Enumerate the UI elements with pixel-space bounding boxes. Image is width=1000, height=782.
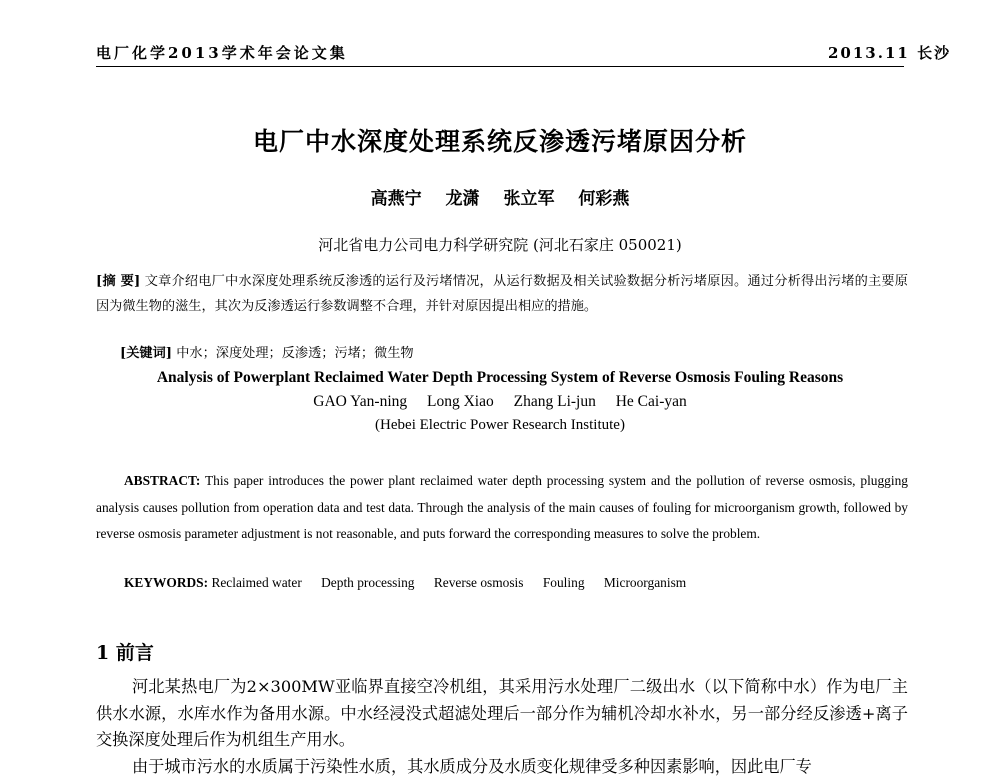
keywords-cn: [120, 342, 414, 361]
author: 何彩燕: [578, 189, 630, 209]
section-body: [96, 674, 908, 780]
author: 张立军: [503, 189, 555, 209]
header-divider: [96, 66, 904, 67]
abstract-label: [摘 要]: [96, 274, 141, 289]
keywords-en: [124, 575, 702, 591]
section-heading: 1 前言: [96, 642, 154, 664]
english-abstract-text: This paper introduces the power plant reclaimed water depth processing system and the pollution of reverse osmosis, plugging analysis causes pollution from operation data and test data. Through the analysis of the main causes of fouling for microorganism growth, followed by reverse osmosis parameter adjustment is not reasonable, and puts forward the corresponding measures to solve the problem.: [96, 473, 908, 541]
running-header-right: 2013.11 长沙: [828, 44, 952, 62]
english-keyword: Microorganism: [603, 575, 687, 590]
english-keyword: Reclaimed water: [211, 575, 302, 590]
english-author: GAO Yan-ning: [313, 393, 408, 410]
paragraph: 河北某热电厂为2×300MW亚临界直接空冷机组，其采用污水处理厂二级出水（以下简称中水）作为电厂主供水水源，水库水作为备用水源。中水经浸没式超滤处理后一部分作为辅机冷却水补水，另一部分经反渗透+离子交换深度处理后作为机组生产用水。: [96, 677, 908, 749]
english-title: Analysis of Powerplant Reclaimed Water Depth Processing System of Reverse Osmosis Fouling Reasons: [156, 369, 844, 386]
english-keyword: Fouling: [542, 575, 585, 590]
author: 高燕宁: [370, 189, 422, 209]
english-author: Zhang Li-jun: [513, 393, 596, 410]
english-keyword: Reverse osmosis: [433, 575, 524, 590]
english-keywords-label: KEYWORDS:: [124, 575, 209, 590]
english-abstract-label: ABSTRACT:: [124, 473, 201, 488]
paragraph: 由于城市污水的水质属于污染性水质，其水质成分及水质变化规律受多种因素影响，因此电厂专: [132, 756, 812, 776]
english-affiliation: (Hebei Electric Power Research Institute): [375, 417, 625, 433]
english-author: Long Xiao: [427, 393, 494, 410]
english-keyword: Depth processing: [321, 575, 415, 590]
abstract-cn: [96, 269, 908, 319]
keywords-text: 中水；深度处理；反渗透；污堵；微生物: [176, 346, 414, 361]
author-list: [0, 184, 1000, 209]
author: 龙潇: [445, 189, 480, 209]
english-author: He Cai-yan: [615, 393, 687, 410]
english-author-list: [0, 393, 1000, 411]
keywords-label: [关键词]: [120, 346, 173, 361]
paper-title: 电厂中水深度处理系统反渗透污堵原因分析: [252, 127, 747, 156]
abstract-en: [96, 468, 908, 548]
abstract-text: 文章介绍电厂中水深度处理系统反渗透的运行及污堵情况，从运行数据及相关试验数据分析污堵原因。通过分析得出污堵的主要原因为微生物的滋生，其次为反渗透运行参数调整不合理，并针对原因提出相应的措施。: [96, 274, 908, 314]
running-header-left: 电厂化学2013学术年会论文集: [96, 44, 348, 62]
affiliation: 河北省电力公司电力科学研究院 (河北石家庄 050021): [318, 236, 682, 254]
